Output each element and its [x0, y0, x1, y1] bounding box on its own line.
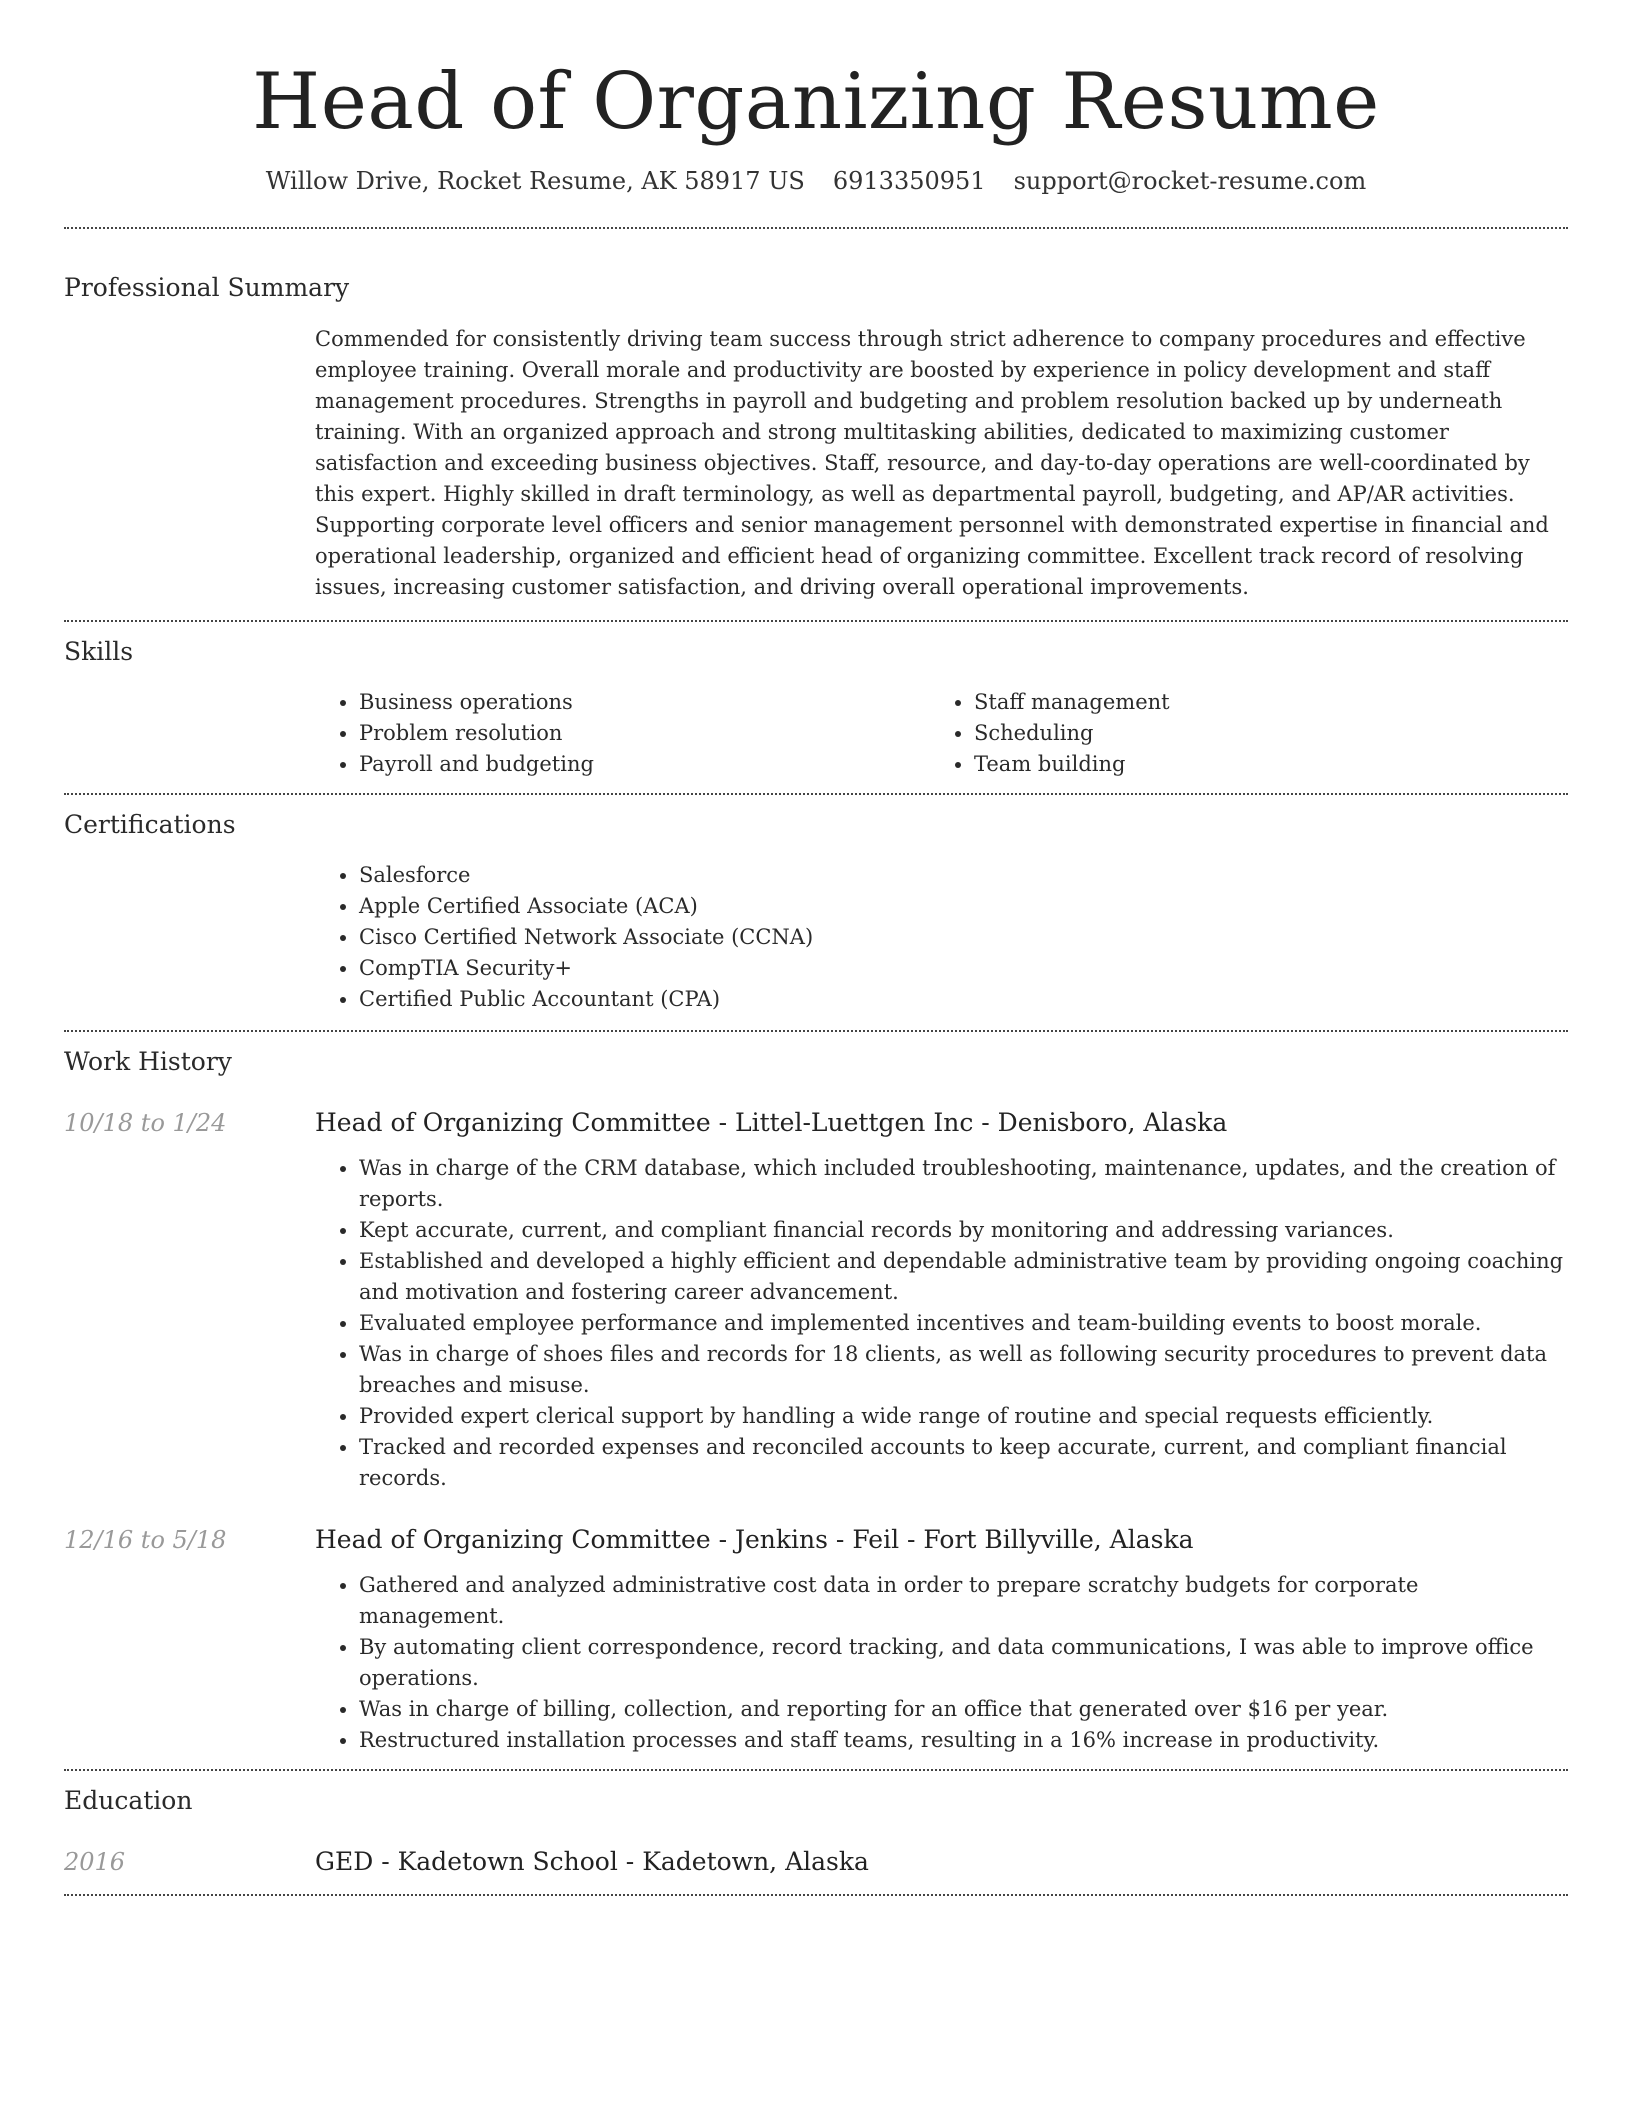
section-heading-skills: Skills: [64, 637, 134, 666]
job-bullet: • Was in charge of shoes files and records for 18 clients, as well as following security procedures to prevent data breaches and misuse.: [359, 1339, 1568, 1401]
job-bullet-list: [315, 1153, 1568, 1494]
resume-page: [64, 0, 1568, 1896]
contact-email: support@rocket-resume.com: [1013, 167, 1367, 195]
skill-item: • Staff management: [974, 687, 1530, 718]
job-bullet: • Restructured installation processes and staff teams, resulting in a 16% increase in productivity.: [359, 1725, 1568, 1756]
skill-item: • Business operations: [359, 687, 930, 718]
job-bullet-list: [315, 1570, 1568, 1756]
skill-item: • Problem resolution: [359, 718, 930, 749]
resume-title: Head of Organizing Resume: [252, 57, 1380, 147]
skill-item: • Payroll and budgeting: [359, 749, 930, 780]
work-history-section: [64, 1032, 1568, 1756]
divider: [64, 1894, 1568, 1896]
job-bullets: [315, 1153, 1568, 1494]
contact-phone: 6913350951: [832, 167, 986, 195]
education-entry: [64, 1845, 1568, 1879]
skills-list-right: [930, 687, 1530, 780]
job-dates: 12/16 to 5/18: [64, 1526, 227, 1554]
education-heading: GED - Kadetown School - Kadetown, Alaska: [315, 1847, 869, 1876]
job-bullet: • Provided expert clerical support by handling a wide range of routine and special requests efficiently.: [359, 1401, 1568, 1432]
skills-grid: [315, 687, 1568, 780]
summary-section: [64, 229, 1568, 603]
section-heading-education: Education: [64, 1786, 193, 1815]
job-bullet: • Established and developed a highly efficient and dependable administrative team by providing ongoing coaching and motivation and fostering career advancement.: [359, 1246, 1568, 1308]
job-entry: [64, 1106, 1568, 1494]
skills-list-left: [315, 687, 930, 780]
job-bullet: • Evaluated employee performance and implemented incentives and team-building events to boost morale.: [359, 1308, 1568, 1339]
certification-item: • Apple Certified Associate (ACA): [359, 891, 1568, 922]
job-entry: [64, 1523, 1568, 1756]
certifications-bullets: [315, 860, 1568, 1015]
job-bullet: • By automating client correspondence, record tracking, and data communications, I was able to improve office operations.: [359, 1632, 1568, 1694]
summary-text: Commended for consistently driving team success through strict adherence to company procedures and effective employee training. Overall morale and productivity are boosted by experience in policy development and staff management procedures. Strengths in payroll and budgeting and problem resolution backed up by underneath training. With an organized approach and strong multitasking abilities, dedicated to maximizing customer satisfaction and exceeding business objectives. Staff, resource, and day-to-day operations are well-coordinated by this expert. Highly skilled in draft terminology, as well as departmental payroll, budgeting, and AP/AR activities. Supporting corporate level officers and senior management personnel with demonstrated expertise in financial and operational leadership, organized and efficient head of organizing committee. Excellent track record of resolving issues, increasing customer satisfaction, and driving overall operational improvements.: [315, 327, 1549, 599]
education-section: [64, 1771, 1568, 1879]
resume-header: [64, 0, 1568, 198]
job-heading: Head of Organizing Committee - Jenkins - Feil - Fort Billyville, Alaska: [315, 1525, 1194, 1554]
skill-item: • Scheduling: [974, 718, 1530, 749]
education-year: 2016: [64, 1848, 126, 1876]
job-bullet: • Kept accurate, current, and compliant financial records by monitoring and addressing variances.: [359, 1215, 1568, 1246]
skills-section: [64, 622, 1568, 780]
certification-item: • Cisco Certified Network Associate (CCNA): [359, 922, 1568, 953]
certification-item: • CompTIA Security+: [359, 953, 1568, 984]
job-bullet: • Gathered and analyzed administrative cost data in order to prepare scratchy budgets for corporate management.: [359, 1570, 1568, 1632]
job-bullets: [315, 1570, 1568, 1756]
contact-line: [64, 164, 1568, 198]
certification-item: • Salesforce: [359, 860, 1568, 891]
certifications-list: [315, 860, 1568, 1015]
job-bullet: • Tracked and recorded expenses and reconciled accounts to keep accurate, current, and compliant financial records.: [359, 1432, 1568, 1494]
certification-item: • Certified Public Accountant (CPA): [359, 984, 1568, 1015]
certifications-section: [64, 795, 1568, 1015]
section-heading-work-history: Work History: [64, 1047, 232, 1076]
job-bullet: • Was in charge of the CRM database, which included troubleshooting, maintenance, updates, and the creation of reports.: [359, 1153, 1568, 1215]
job-bullet: • Was in charge of billing, collection, and reporting for an office that generated over $16 per year.: [359, 1694, 1568, 1725]
job-heading: Head of Organizing Committee - Littel-Luettgen Inc - Denisboro, Alaska: [315, 1108, 1228, 1137]
skill-item: • Team building: [974, 749, 1530, 780]
contact-address: Willow Drive, Rocket Resume, AK 58917 US: [265, 167, 805, 195]
section-heading-summary: Professional Summary: [64, 273, 350, 302]
section-heading-certifications: Certifications: [64, 810, 236, 839]
job-dates: 10/18 to 1/24: [64, 1109, 227, 1137]
